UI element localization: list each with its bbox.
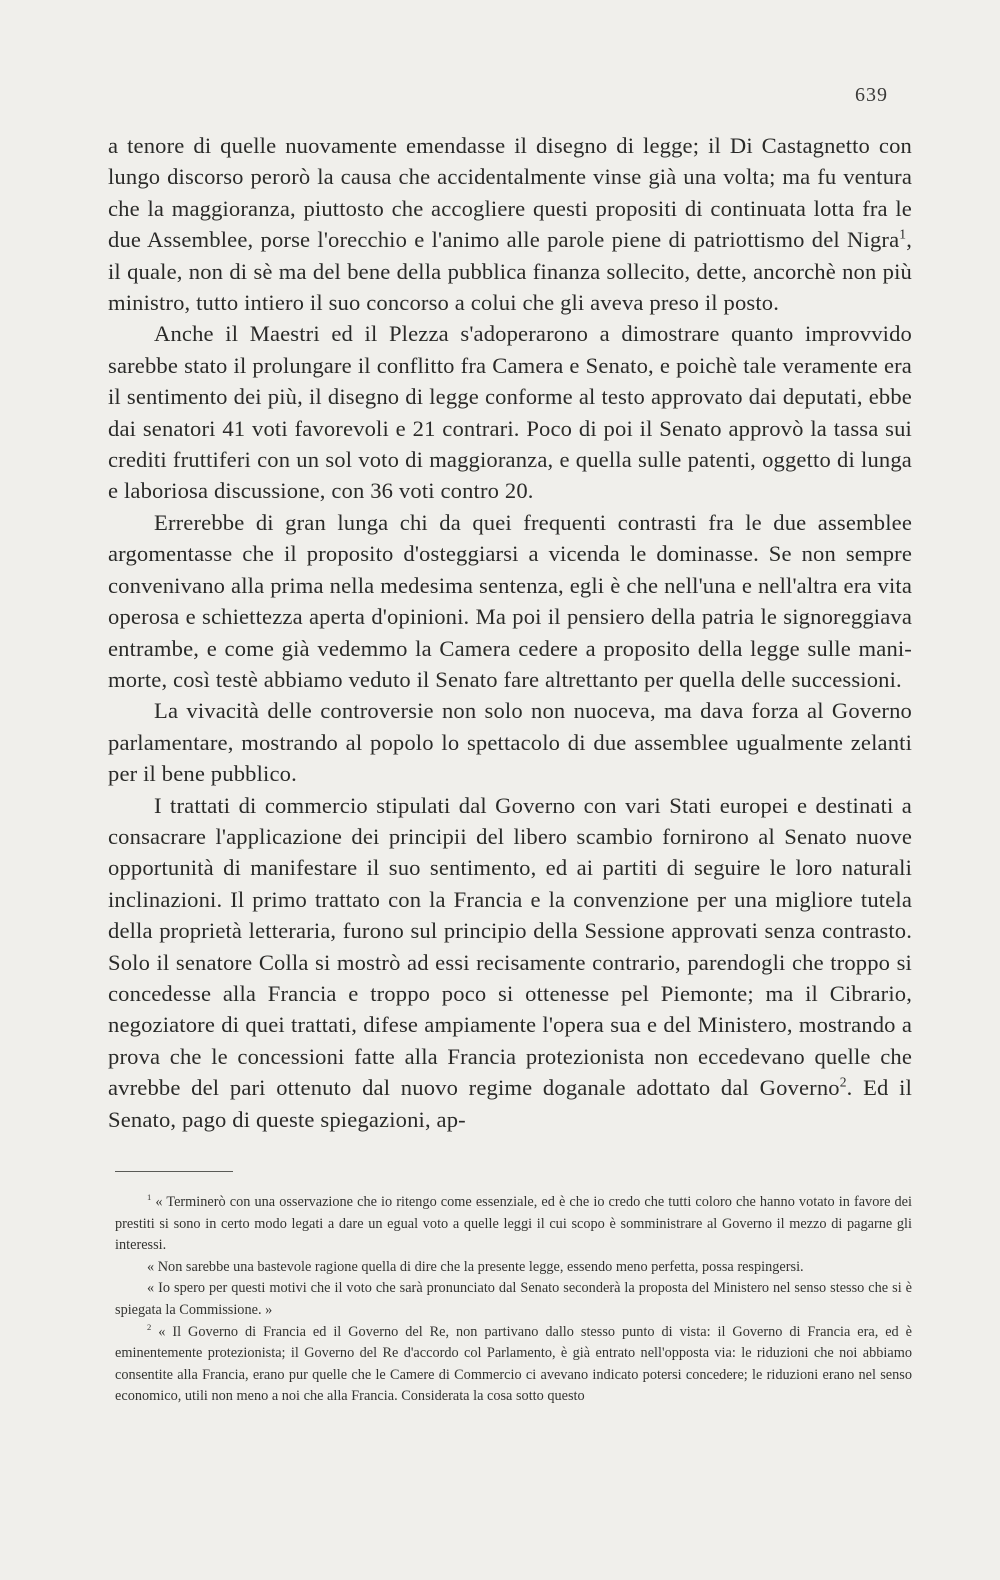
footnote-ref-1[interactable]: 1 bbox=[899, 226, 907, 242]
footnote-divider bbox=[115, 1171, 233, 1172]
page-number: 639 bbox=[855, 84, 888, 106]
paragraph-2: Anche il Maestri ed il Plezza s'adoperarono a dimostrare quanto improvvido sarebbe stato il prolungare il conflitto fra Camera e Senato, e poichè tale veramente era il sentimento dei più, il disegno di legge conforme al testo approvato dai deputati, ebbe dai senatori 41 voti favorevoli e 21 contrari. Poco di poi il Senato approvò la tassa sui crediti fruttiferi con un sol voto di maggioranza, e quella sulle patenti, oggetto di lunga e laboriosa discussione, con 36 voti contro 20. bbox=[108, 321, 912, 504]
footnote-1-continued: « Non sarebbe una bastevole ragione quella di dire che la presente legge, essendo meno perfetta, possa respingersi. bbox=[147, 1258, 804, 1275]
footnote-ref-2[interactable]: 2 bbox=[839, 1074, 847, 1090]
paragraph-3: Errerebbe di gran lunga chi da quei frequenti contrasti fra le due assemblee argomentasse che il proposito d'osteggiarsi a vicenda le dominasse. Se non sempre convenivano alla prima nella medesima sentenza, egli è che nell'una e nell'altra era vita operosa e schiettezza aperta d'opinioni. Ma poi il pensiero della patria le signoreggiava entrambe, e come già vedemmo la Camera cedere a proposito della legge sulle mani-morte, così testè abbiamo veduto il Senato fare altrettanto per quella delle successioni. bbox=[108, 509, 912, 692]
main-text bbox=[108, 130, 912, 1135]
footnotes bbox=[115, 1192, 912, 1408]
footnote-marker: 2 bbox=[147, 1321, 152, 1332]
paragraph-4: La vivacità delle controversie non solo non nuoceva, ma dava forza al Governo parlamentare, mostrando al popolo lo spettacolo di due assemblee ugualmente zelanti per il bene pubblico. bbox=[108, 698, 912, 787]
footnote-2: $^2$ « Il Governo di Francia ed il Governo del Re, non partivano dallo stesso punto di vista: il Governo di Francia era, ed è eminentemente protezionista; il Governo del Re d'accordo col Parlamento, è già entrato nell'opposta via: le riduzioni che noi abbiamo consentite alla Francia, erano pur quelle che le Camere di Commercio ci avevano indicato potersi concedere; le riduzioni erano nel senso economico, utili non meno a noi che alla Francia. Considerata la cosa sotto questo bbox=[115, 1321, 913, 1405]
paragraph-1: a tenore di quelle nuovamente emendasse il disegno di legge; il Di Castagnetto con lungo discorso perorò la causa che accidentalmente vinse già una volta; ma fu ventura che la maggioranza, piuttosto che accogliere questi propositi di continuata lotta fra le due Assemblee, porse l'orecchio e l'animo alle parole piene di patriottismo del Nigra$^1$, il quale, non di sè ma del bene della pubblica finanza sollecito, dette, ancorchè non più ministro, tutto intiero il suo concorso a colui che gli aveva preso il posto. bbox=[108, 133, 912, 316]
paragraph-5: I trattati di commercio stipulati dal Governo con vari Stati europei e destinati a consacrare l'applicazione dei principii del libero scambio fornirono al Senato nuove opportunità di manifestare il suo sentimento, ed ai partiti di seguire le loro naturali inclinazioni. Il primo trattato con la Francia e la convenzione per una migliore tutela della proprietà letteraria, furono sul principio della Sessione approvati senza contrasto. Solo il senatore Colla si mostrò ad essi recisamente contrario, parendogli che troppo si concedesse alla Francia e troppo poco si ottenesse pel Piemonte; ma il Cibrario, negoziatore di quei trattati, difese ampiamente l'opera sua e del Ministero, mostrando a prova che le concessioni fatte alla Francia protezionista non eccedevano quelle che avrebbe del pari ottenuto dal nuovo regime doganale adottato dal Governo$^2$. Ed il Senato, pago di queste spiegazioni, ap- bbox=[108, 792, 912, 1132]
footnote-1: $^1$ « Terminerò con una osservazione che io ritengo come essenziale, ed è che io credo che tutti coloro che hanno votato in favore dei prestiti si sono in certo modo legati a dare un egual voto a quelle leggi il cui scopo è somministrare al Governo il mezzo di pagarne gli interessi. bbox=[115, 1192, 912, 1254]
footnote-1-continued: « Io spero per questi motivi che il voto che sarà pronunciato dal Senato seconderà la proposta del Ministero nel senso stesso che si è spiegata la Commissione. » bbox=[115, 1280, 912, 1318]
footnote-marker: 1 bbox=[147, 1192, 152, 1203]
